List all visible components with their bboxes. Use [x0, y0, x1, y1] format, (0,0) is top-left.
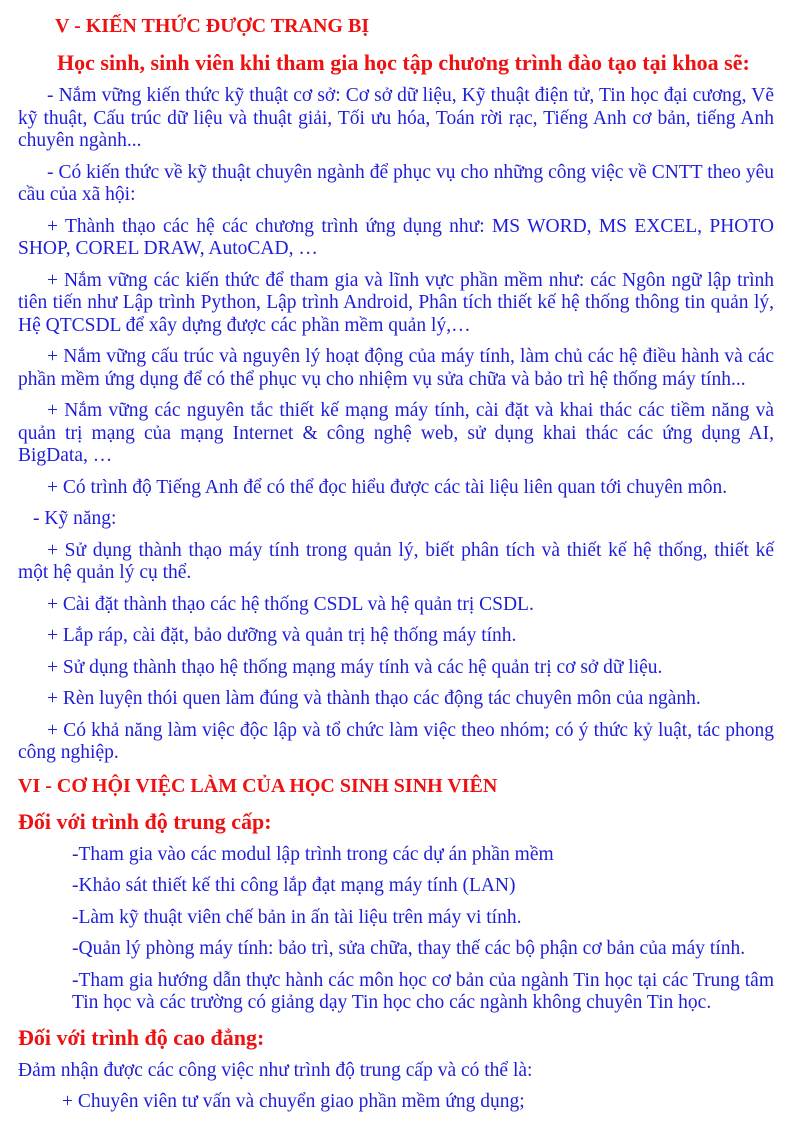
paragraph-skill-management: + Sử dụng thành thạo máy tính trong quản lý, biết phân tích và thiết kế hệ thống, thiết kế một hệ quản lý cụ thể.	[18, 539, 774, 583]
job-item-software-consultant: + Chuyên viên tư vấn và chuyển giao phần mềm ứng dụng;	[62, 1091, 525, 1112]
paragraph-computer-architecture: + Nắm vững cấu trúc và nguyên lý hoạt động của máy tính, làm chủ các hệ điều hành và các phần mềm ứng dụng để có thể phục vụ cho nhiệm vụ sửa chữa và bảo trì hệ thống máy tính...	[18, 346, 774, 390]
heading-intermediate-level: Đối với trình độ trung cấp:	[18, 808, 272, 834]
paragraph-basic-knowledge: - Nắm vững kiến thức kỹ thuật cơ sở: Cơ sở dữ liệu, Kỹ thuật điện tử, Tin học đại cương, Vẽ kỹ thuật, Cấu trúc dữ liệu và thuật giải, Tối ưu hóa, Toán rời rạc, Tiếng Anh cơ bản, tiếng Anh chuyên ngành...	[18, 85, 774, 151]
section-heading-jobs: VI - CƠ HỘI VIỆC LÀM CỦA HỌC SINH SINH VIÊN	[18, 774, 498, 797]
paragraph-english: + Có trình độ Tiếng Anh để có thể đọc hiểu được các tài liệu liên quan tới chuyên môn.	[47, 476, 728, 498]
paragraph-skill-teamwork: + Có khả năng làm việc độc lập và tổ chức làm việc theo nhóm; có ý thức kỷ luật, tác phong công nghiệp.	[18, 719, 774, 763]
heading-college-level: Đối với trình độ cao đẳng:	[18, 1024, 265, 1050]
paragraph-programming: + Nắm vững các kiến thức để tham gia và lĩnh vực phần mềm như: các Ngôn ngữ lập trình tiên tiến như Lập trình Python, Lập trình Android, Phân tích thiết kế hệ thống thông tin quản lý, Hệ QTCSDL để xây dựng được các phần mềm quản lý,…	[18, 269, 774, 336]
job-item-lan-installation: -Khảo sát thiết kế thi công lắp đạt mạng máy tính (LAN)	[72, 875, 516, 896]
section-subheading-knowledge: Học sinh, sinh viên khi tham gia học tập chương trình đào tạo tại khoa sẽ:	[57, 50, 750, 75]
paragraph-networking: + Nắm vững các nguyên tắc thiết kế mạng máy tính, cài đặt và khai thác các tiềm năng và quản trị mạng của mạng Internet & công nghệ web, sử dụng khai thác các ứng dụng AI, BigData, …	[18, 400, 774, 466]
paragraph-skill-csdl: + Cài đặt thành thạo các hệ thống CSDL và hệ quản trị CSDL.	[47, 593, 534, 615]
paragraph-specialized-knowledge: - Có kiến thức về kỹ thuật chuyên ngành để phục vụ cho những công việc về CNTT theo yêu cầu của xã hội:	[18, 161, 774, 205]
paragraph-skill-network-admin: + Sử dụng thành thạo hệ thống mạng máy tính và các hệ quản trị cơ sở dữ liệu.	[47, 656, 663, 678]
paragraph-skill-discipline: + Rèn luyện thói quen làm đúng và thành thạo các động tác chuyên môn của ngành.	[47, 688, 701, 709]
paragraph-college-intro: Đảm nhận được các công việc như trình độ trung cấp và có thể là:	[18, 1059, 533, 1081]
job-item-computer-room-management: -Quản lý phòng máy tính: bảo trì, sửa chữa, thay thế các bộ phận cơ bản của máy tính.	[72, 938, 746, 959]
paragraph-skills-label: - Kỹ năng:	[33, 508, 117, 529]
paragraph-office-apps: + Thành thạo các hệ các chương trình ứng dụng như: MS WORD, MS EXCEL, PHOTO SHOP, COREL DRAW, AutoCAD, …	[18, 215, 774, 259]
job-item-software-modules: -Tham gia vào các modul lập trình trong các dự án phần mềm	[72, 843, 554, 865]
section-heading-knowledge: V - KIẾN THỨC ĐƯỢC TRANG BỊ	[55, 15, 370, 37]
job-item-print-technician: -Làm kỹ thuật viên chế bản in ấn tài liệu trên máy vi tính.	[72, 906, 522, 928]
job-item-teaching-assistant: -Tham gia hướng dẫn thực hành các môn học cơ bản của ngành Tin học tại các Trung tâm Tin học và các trường có giảng dạy Tin học cho các ngành không chuyên Tin học.	[72, 969, 774, 1013]
paragraph-skill-assembly: + Lắp ráp, cài đặt, bảo dưỡng và quản trị hệ thống máy tính.	[47, 625, 517, 646]
